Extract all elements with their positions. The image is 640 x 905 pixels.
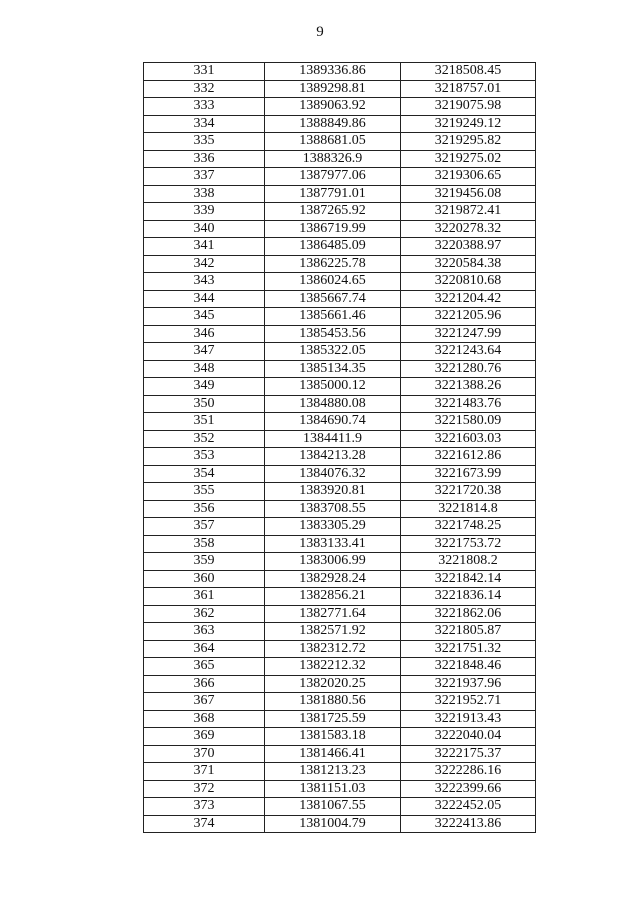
y-coordinate-cell: 3221580.09 [401,413,536,431]
y-coordinate-cell: 3221805.87 [401,623,536,641]
point-number-cell: 332 [144,80,265,98]
y-coordinate-cell: 3218757.01 [401,80,536,98]
x-coordinate-cell: 1387977.06 [265,168,401,186]
x-coordinate-cell: 1381583.18 [265,728,401,746]
point-number-cell: 358 [144,535,265,553]
x-coordinate-cell: 1387791.01 [265,185,401,203]
point-number-cell: 335 [144,133,265,151]
table-row [144,780,536,798]
y-coordinate-cell: 3221842.14 [401,570,536,588]
y-coordinate-cell: 3218508.45 [401,63,536,81]
x-coordinate-cell: 1383708.55 [265,500,401,518]
y-coordinate-cell: 3221603.03 [401,430,536,448]
point-number-cell: 356 [144,500,265,518]
table-row [144,763,536,781]
table-row [144,465,536,483]
point-number-cell: 348 [144,360,265,378]
point-number-cell: 353 [144,448,265,466]
point-number-cell: 367 [144,693,265,711]
table-row [144,150,536,168]
x-coordinate-cell: 1381880.56 [265,693,401,711]
table-row [144,395,536,413]
x-coordinate-cell: 1384690.74 [265,413,401,431]
x-coordinate-cell: 1384880.08 [265,395,401,413]
y-coordinate-cell: 3219872.41 [401,203,536,221]
table-row [144,675,536,693]
x-coordinate-cell: 1387265.92 [265,203,401,221]
table-row [144,623,536,641]
point-number-cell: 364 [144,640,265,658]
table-row [144,168,536,186]
point-number-cell: 345 [144,308,265,326]
table-row [144,378,536,396]
point-number-cell: 334 [144,115,265,133]
table-row [144,448,536,466]
x-coordinate-cell: 1384213.28 [265,448,401,466]
point-number-cell: 344 [144,290,265,308]
table-row [144,98,536,116]
y-coordinate-cell: 3221753.72 [401,535,536,553]
x-coordinate-cell: 1385453.56 [265,325,401,343]
table-row [144,815,536,833]
point-number-cell: 369 [144,728,265,746]
x-coordinate-cell: 1383920.81 [265,483,401,501]
y-coordinate-cell: 3219249.12 [401,115,536,133]
table-row [144,360,536,378]
table-row [144,413,536,431]
x-coordinate-cell: 1384411.9 [265,430,401,448]
x-coordinate-cell: 1388326.9 [265,150,401,168]
table-row [144,63,536,81]
x-coordinate-cell: 1385000.12 [265,378,401,396]
point-number-cell: 338 [144,185,265,203]
y-coordinate-cell: 3221808.2 [401,553,536,571]
y-coordinate-cell: 3221814.8 [401,500,536,518]
point-number-cell: 359 [144,553,265,571]
y-coordinate-cell: 3221848.46 [401,658,536,676]
x-coordinate-cell: 1385322.05 [265,343,401,361]
point-number-cell: 372 [144,780,265,798]
table-row [144,500,536,518]
point-number-cell: 366 [144,675,265,693]
table-row [144,483,536,501]
table-row [144,640,536,658]
table-row [144,798,536,816]
point-number-cell: 360 [144,570,265,588]
point-number-cell: 363 [144,623,265,641]
table-row [144,255,536,273]
table-row [144,185,536,203]
x-coordinate-cell: 1381466.41 [265,745,401,763]
table-row [144,535,536,553]
y-coordinate-cell: 3221913.43 [401,710,536,728]
y-coordinate-cell: 3220810.68 [401,273,536,291]
y-coordinate-cell: 3221388.26 [401,378,536,396]
x-coordinate-cell: 1386719.99 [265,220,401,238]
point-number-cell: 373 [144,798,265,816]
x-coordinate-cell: 1389336.86 [265,63,401,81]
table-row [144,588,536,606]
x-coordinate-cell: 1381213.23 [265,763,401,781]
point-number-cell: 340 [144,220,265,238]
y-coordinate-cell: 3222399.66 [401,780,536,798]
point-number-cell: 365 [144,658,265,676]
x-coordinate-cell: 1386225.78 [265,255,401,273]
point-number-cell: 357 [144,518,265,536]
table-row [144,325,536,343]
point-number-cell: 342 [144,255,265,273]
table-row [144,658,536,676]
y-coordinate-cell: 3221720.38 [401,483,536,501]
table-row [144,290,536,308]
point-number-cell: 351 [144,413,265,431]
y-coordinate-cell: 3221751.32 [401,640,536,658]
y-coordinate-cell: 3221862.06 [401,605,536,623]
y-coordinate-cell: 3222452.05 [401,798,536,816]
x-coordinate-cell: 1383305.29 [265,518,401,536]
x-coordinate-cell: 1382020.25 [265,675,401,693]
point-number-cell: 331 [144,63,265,81]
coordinates-table [143,62,536,833]
table-row [144,343,536,361]
point-number-cell: 362 [144,605,265,623]
x-coordinate-cell: 1388681.05 [265,133,401,151]
y-coordinate-cell: 3219075.98 [401,98,536,116]
point-number-cell: 350 [144,395,265,413]
coordinates-table-body [144,63,536,833]
table-row [144,273,536,291]
table-row [144,693,536,711]
x-coordinate-cell: 1381725.59 [265,710,401,728]
point-number-cell: 355 [144,483,265,501]
table-row [144,220,536,238]
y-coordinate-cell: 3221937.96 [401,675,536,693]
x-coordinate-cell: 1386485.09 [265,238,401,256]
point-number-cell: 370 [144,745,265,763]
table-row [144,80,536,98]
x-coordinate-cell: 1382212.32 [265,658,401,676]
x-coordinate-cell: 1382771.64 [265,605,401,623]
x-coordinate-cell: 1381067.55 [265,798,401,816]
point-number-cell: 352 [144,430,265,448]
x-coordinate-cell: 1384076.32 [265,465,401,483]
y-coordinate-cell: 3220388.97 [401,238,536,256]
x-coordinate-cell: 1386024.65 [265,273,401,291]
point-number-cell: 336 [144,150,265,168]
table-row [144,570,536,588]
x-coordinate-cell: 1389298.81 [265,80,401,98]
table-row [144,133,536,151]
y-coordinate-cell: 3221952.71 [401,693,536,711]
y-coordinate-cell: 3220278.32 [401,220,536,238]
point-number-cell: 354 [144,465,265,483]
x-coordinate-cell: 1385661.46 [265,308,401,326]
table-row [144,605,536,623]
y-coordinate-cell: 3221612.86 [401,448,536,466]
y-coordinate-cell: 3221836.14 [401,588,536,606]
x-coordinate-cell: 1382312.72 [265,640,401,658]
table-row [144,553,536,571]
x-coordinate-cell: 1389063.92 [265,98,401,116]
y-coordinate-cell: 3219306.65 [401,168,536,186]
x-coordinate-cell: 1381004.79 [265,815,401,833]
point-number-cell: 346 [144,325,265,343]
x-coordinate-cell: 1383133.41 [265,535,401,553]
x-coordinate-cell: 1382928.24 [265,570,401,588]
y-coordinate-cell: 3222286.16 [401,763,536,781]
table-row [144,430,536,448]
point-number-cell: 341 [144,238,265,256]
point-number-cell: 333 [144,98,265,116]
y-coordinate-cell: 3219275.02 [401,150,536,168]
point-number-cell: 349 [144,378,265,396]
point-number-cell: 368 [144,710,265,728]
y-coordinate-cell: 3219295.82 [401,133,536,151]
y-coordinate-cell: 3221204.42 [401,290,536,308]
y-coordinate-cell: 3221748.25 [401,518,536,536]
y-coordinate-cell: 3221243.64 [401,343,536,361]
point-number-cell: 374 [144,815,265,833]
x-coordinate-cell: 1388849.86 [265,115,401,133]
table-row [144,745,536,763]
x-coordinate-cell: 1381151.03 [265,780,401,798]
point-number-cell: 347 [144,343,265,361]
x-coordinate-cell: 1385134.35 [265,360,401,378]
table-row [144,518,536,536]
y-coordinate-cell: 3222175.37 [401,745,536,763]
point-number-cell: 343 [144,273,265,291]
x-coordinate-cell: 1382856.21 [265,588,401,606]
table-row [144,728,536,746]
table-row [144,308,536,326]
y-coordinate-cell: 3221247.99 [401,325,536,343]
x-coordinate-cell: 1385667.74 [265,290,401,308]
table-row [144,710,536,728]
point-number-cell: 339 [144,203,265,221]
y-coordinate-cell: 3221205.96 [401,308,536,326]
y-coordinate-cell: 3222413.86 [401,815,536,833]
table-row [144,203,536,221]
y-coordinate-cell: 3221483.76 [401,395,536,413]
point-number-cell: 337 [144,168,265,186]
page-number: 9 [316,24,324,40]
y-coordinate-cell: 3220584.38 [401,255,536,273]
x-coordinate-cell: 1382571.92 [265,623,401,641]
x-coordinate-cell: 1383006.99 [265,553,401,571]
table-row [144,238,536,256]
y-coordinate-cell: 3222040.04 [401,728,536,746]
y-coordinate-cell: 3221280.76 [401,360,536,378]
table-row [144,115,536,133]
y-coordinate-cell: 3221673.99 [401,465,536,483]
point-number-cell: 371 [144,763,265,781]
point-number-cell: 361 [144,588,265,606]
y-coordinate-cell: 3219456.08 [401,185,536,203]
